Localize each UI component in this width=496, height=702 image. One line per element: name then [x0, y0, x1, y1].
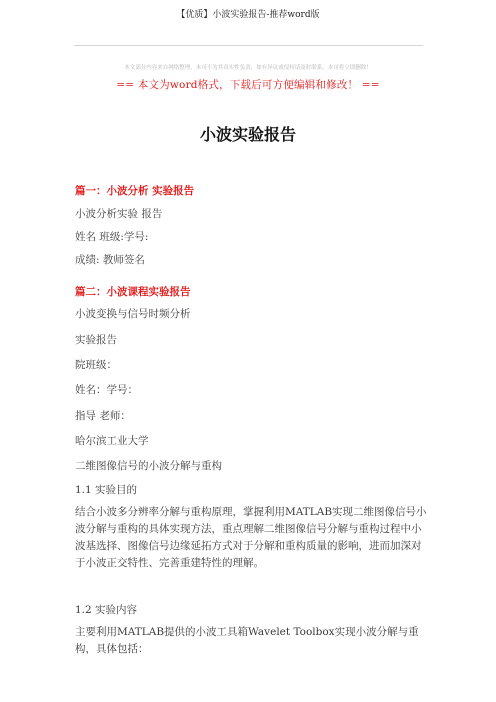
document-title: 小波实验报告: [199, 125, 296, 144]
subsection-heading: 1.2 实验内容: [75, 604, 138, 616]
section2-line: 姓名：学号：: [75, 384, 138, 396]
subsection-paragraph: 结合小波多分辨率分解与重构原理，掌握利用MATLAB实现二维图像信号小波分解与重构的具体实现方法，重点理解二维图像信号分解与重构过程中小波基选择、图像信号边缘延拓方式对于分解和重构质量的影响，进而加深对于小波正交特性、完善重建特性的理解。: [75, 506, 427, 569]
section2-line: 小波变换与信号时频分析: [75, 308, 191, 320]
section2-line: 指导 老师：: [75, 410, 131, 422]
format-notice: == 本文为word格式，下载后可方便编辑和修改！ ==: [116, 79, 380, 91]
section2-heading: 篇二：小波课程实验报告: [75, 286, 191, 298]
section1-line: 姓名 班级:学号:: [75, 231, 149, 243]
section2-line: 院班级：: [75, 359, 117, 371]
header-divider: [74, 45, 423, 46]
section2-line: 哈尔滨工业大学: [75, 435, 149, 447]
page-header: 【优质】小波实验报告-推荐word版: [176, 10, 320, 20]
section1-line: 成绩: 教师签名: [75, 254, 145, 266]
section2-line: 实验报告: [75, 334, 117, 346]
subsection-heading: 1.1 实验目的: [75, 484, 138, 496]
disclaimer-text: 本文部分内容来自网络整理，本司不为其真实性负责，如有异议或侵权请及时联系，本司将立即删除！: [124, 65, 372, 71]
section1-line: 小波分析实验 报告: [75, 208, 163, 220]
section1-heading: 篇一：小波分析 实验报告: [75, 185, 195, 197]
section2-line: 二维图像信号的小波分解与重构: [75, 460, 222, 472]
subsection-paragraph: 主要利用MATLAB提供的小波工具箱Wavelet Toolbox实现小波分解与重构，具体包括：: [75, 626, 419, 655]
